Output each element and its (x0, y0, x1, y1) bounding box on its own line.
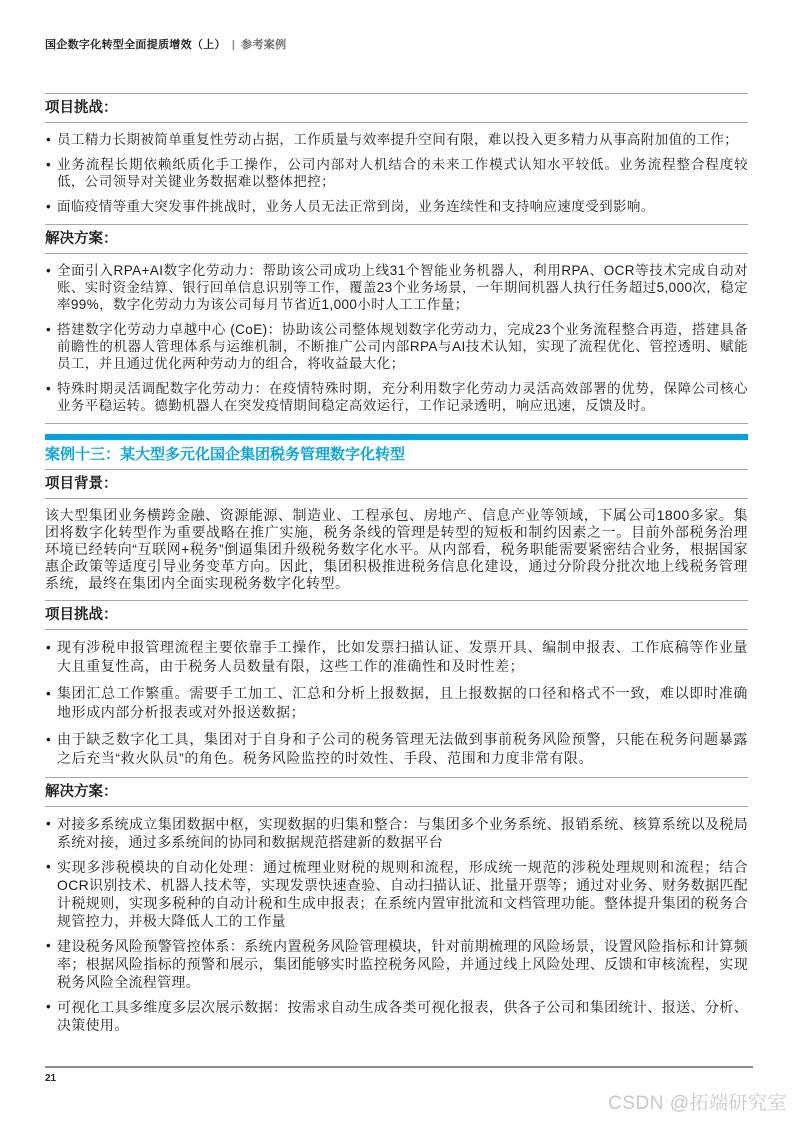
section-heading-background: 项目背景： (45, 476, 118, 492)
section-heading-solutions-1: 解决方案： (45, 231, 118, 247)
challenges-list-1 (45, 123, 748, 224)
bullet-item: • 搭建数字化劳动力卓越中心 (CoE)：协助该公司整体规划数字化劳动力，完成23个业务流程整合再造，搭建具备前瞻性的机器人管理体系与运维机制，不断推广公司内部RPA与AI技术认知，实现了流程优化、管控透明、赋能员工，并且通过优化两种劳动力的组合，将收益最大化； (45, 321, 748, 372)
bullet-item: • 对接多系统成立集团数据中枢，实现数据的归集和整合：与集团多个业务系统、报销系统、核算系统以及税局系统对接，通过多系统间的协同和数据规范搭建新的数据平台 (45, 815, 748, 851)
page-content (45, 0, 748, 1043)
bullet-item: • 特殊时期灵活调配数字化劳动力：在疫情特殊时期，充分利用数字化劳动力灵活高效部署的优势，保障公司核心业务平稳运转。德勤机器人在突发疫情期间稳定高效运行，工作记录透明，响应迅速，反馈及时。 (45, 380, 748, 414)
bullet-item: • 全面引入RPA+AI数字化劳动力：帮助该公司成功上线31个智能业务机器人，利用RPA、OCR等技术完成自动对账、实时资金结算、银行回单信息识别等工作，覆盖23个业务场景，一年期间机器人执行任务超过5,000次，稳定率99%，数字化劳动力为该公司每月节省近1,000小时人工工作量； (45, 262, 748, 313)
running-header (45, 0, 748, 52)
header-subtitle: 参考案例 (241, 39, 287, 51)
bullet-item: • 业务流程长期依赖纸质化手工操作，公司内部对人机结合的未来工作模式认知水平较低。业务流程整合程度较低，公司领导对关键业务数据难以整体把控； (45, 156, 748, 190)
bullet-item: • 面临疫情等重大突发事件挑战时，业务人员无法正常到岗，业务连续性和支持响应速度受到影响。 (45, 198, 748, 215)
challenges-list-2 (45, 630, 748, 777)
case-title: 案例十三：某大型多元化国企集团税务管理数字化转型 (45, 446, 406, 463)
solutions-list-1 (45, 254, 748, 423)
bullet-item: • 由于缺乏数字化工具，集团对于自身和子公司的税务管理无法做到事前税务风险预警，只能在税务问题暴露之后充当“救火队员”的角色。税务风险监控的时效性、手段、范围和力度非常有限。 (45, 730, 748, 768)
bullet-item: • 建设税务风险预警管控体系：系统内置税务风险管理模块，针对前期梳理的风险场景，设置风险指标和计算频率；根据风险指标的预警和展示，集团能够实时监控税务风险，并通过线上风险处理、反馈和审核流程，实现税务风险全流程管理。 (45, 937, 748, 991)
divider (45, 423, 748, 424)
page-number: 21 (45, 1073, 57, 1084)
footer-divider (45, 1066, 753, 1068)
header-title: 国企数字化转型全面提质增效（上） (45, 39, 226, 51)
bullet-item: • 实现多涉税模块的自动化处理：通过梳理业财税的规则和流程，形成统一规范的涉税处理规则和流程；结合OCR识别技术、机器人技术等，实现发票快速查验、自动扫描认证、批量开票等；通过对业务、财务数据匹配计税规则，实现多税种的自动计税和生成申报表；在系统内置审批流和文档管理功能。整体提升集团的税务合规管控力，并极大降低人工的工作量 (45, 858, 748, 930)
bullet-item: • 现有涉税申报管理流程主要依靠手工操作，比如发票扫描认证、发票开具、编制申报表、工作底稿等作业量大且重复性高，由于税务人员数量有限，这些工作的准确性和及时性差； (45, 638, 748, 676)
solutions-list-2 (45, 807, 748, 1043)
section-heading-challenges-1: 项目挑战： (45, 100, 118, 116)
section-heading-solutions-2: 解决方案： (45, 784, 118, 800)
watermark: CSDN @拓端研究室 (608, 1093, 787, 1114)
header-separator: | (231, 39, 236, 51)
background-paragraph: 该大型集团业务横跨金融、资源能源、制造业、工程承包、房地产、信息产业等领域，下属公司1800多家。集团将数字化转型作为重要战略在推广实施，税务条线的管理是转型的短板和制约因素之一。目前外部税务治理环境已经转向“互联网+税务”倒逼集团升级税务数字化水平。从内部看，税务职能需要紧密结合业务，根据国家惠企政策等适度引导业务变革方向。因此，集团积极推进税务信息化建设，通过分阶段分批次地上线税务管理系统，最终在集团内全面实现税务数字化转型。 (45, 507, 748, 591)
bullet-item: • 员工精力长期被简单重复性劳动占据，工作质量与效率提升空间有限，难以投入更多精力从事高附加值的工作； (45, 131, 748, 148)
bullet-item: • 集团汇总工作繁重。需要手工加工、汇总和分析上报数据，且上报数据的口径和格式不一致，难以即时准确地形成内部分析报表或对外报送数据； (45, 684, 748, 722)
section-heading-challenges-2: 项目挑战： (45, 607, 118, 623)
bullet-item: • 可视化工具多维度多层次展示数据：按需求自动生成各类可视化报表，供各子公司和集团统计、报送、分析、决策使用。 (45, 998, 748, 1034)
